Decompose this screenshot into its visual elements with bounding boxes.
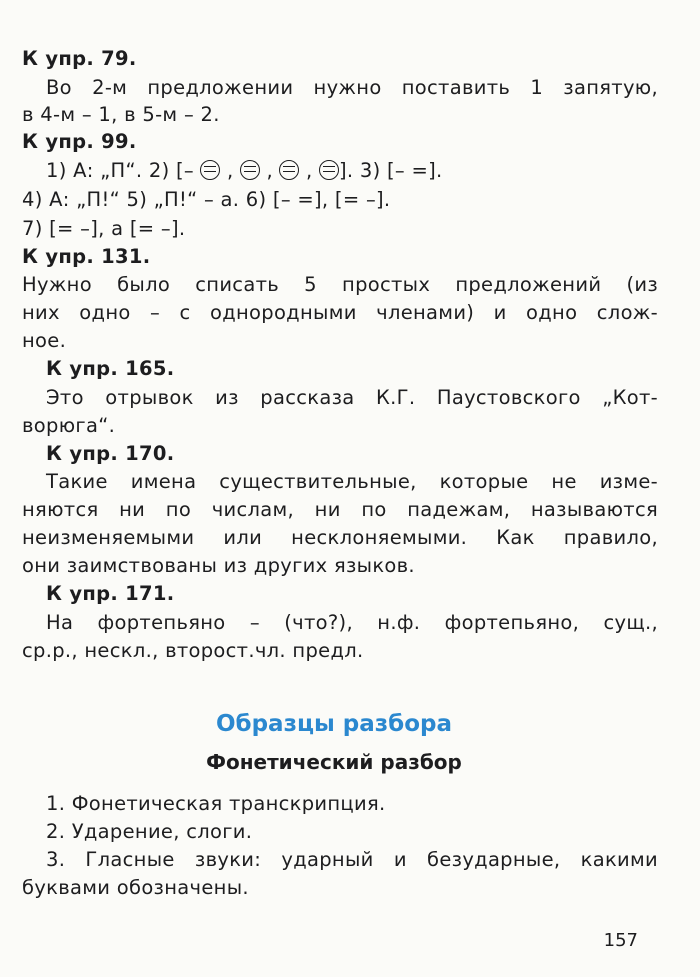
exercise-165-line-2: ворюга“. [22, 414, 116, 437]
exercise-170-heading: К упр. 170. [46, 442, 175, 465]
exercise-131-line-3: ное. [22, 329, 67, 352]
exercise-79-line-1: Во 2-м предложении нужно поставить 1 запятую, [46, 76, 658, 99]
circled-predicate-icon [200, 160, 220, 180]
exercise-99-line-2: 4) А: „П!“ 5) „П!“ – а. 6) [– =], [= –]. [22, 188, 391, 211]
exercise-79-heading: К упр. 79. [22, 47, 137, 70]
exercise-171-line-1: На фортепьяно – (что?), н.ф. фортепьяно, сущ., [46, 611, 658, 634]
scheme-part-b: ]. 3) [– =]. [338, 159, 443, 182]
exercise-170-line-2: няются ни по числам, ни по падежам, называются [22, 498, 658, 521]
analysis-step-2: 2. Ударение, слоги. [46, 820, 253, 843]
exercise-131-line-1: Нужно было списать 5 простых предложений (из [22, 273, 658, 296]
exercise-99-heading: К упр. 99. [22, 130, 137, 153]
analysis-step-3: 3. Гласные звуки: ударный и безударные, какими [46, 848, 658, 871]
exercise-170-line-1: Такие имена существительные, которые не изме- [46, 470, 658, 493]
exercise-171-heading: К упр. 171. [46, 582, 175, 605]
circled-predicate-icon [319, 160, 339, 180]
circled-predicate-icon [279, 160, 299, 180]
exercise-79-line-2: в 4-м – 1, в 5-м – 2. [22, 103, 220, 126]
page-number: 157 [603, 930, 638, 951]
scheme-separator: , [259, 159, 280, 182]
scheme-part-a: 1) А: „П“. 2) [– [46, 159, 201, 182]
exercise-171-line-2: ср.р., нескл., второст.чл. предл. [22, 639, 364, 662]
analysis-step-3-continued: буквами обозначены. [22, 876, 249, 899]
section-subtitle: Фонетический разбор [206, 750, 462, 774]
exercise-165-line-1: Это отрывок из рассказа К.Г. Паустовского „Кот- [46, 386, 658, 409]
exercise-131-heading: К упр. 131. [22, 245, 151, 268]
scheme-separator: , [220, 159, 240, 182]
scheme-separator: , [299, 159, 319, 182]
exercise-99-line-1 [46, 158, 662, 184]
exercise-170-line-3: неизменяемыми или несклоняемыми. Как правило, [22, 526, 658, 549]
circled-predicate-icon [240, 160, 260, 180]
exercise-99-line-3: 7) [= –], а [= –]. [22, 217, 186, 240]
exercise-131-line-2: них одно – с однородными членами) и одно слож- [22, 301, 658, 324]
analysis-step-1: 1. Фонетическая транскрипция. [46, 792, 386, 815]
exercise-165-heading: К упр. 165. [46, 357, 175, 380]
section-title: Образцы разбора [215, 711, 452, 737]
exercise-170-line-4: они заимствованы из других языков. [22, 554, 415, 577]
